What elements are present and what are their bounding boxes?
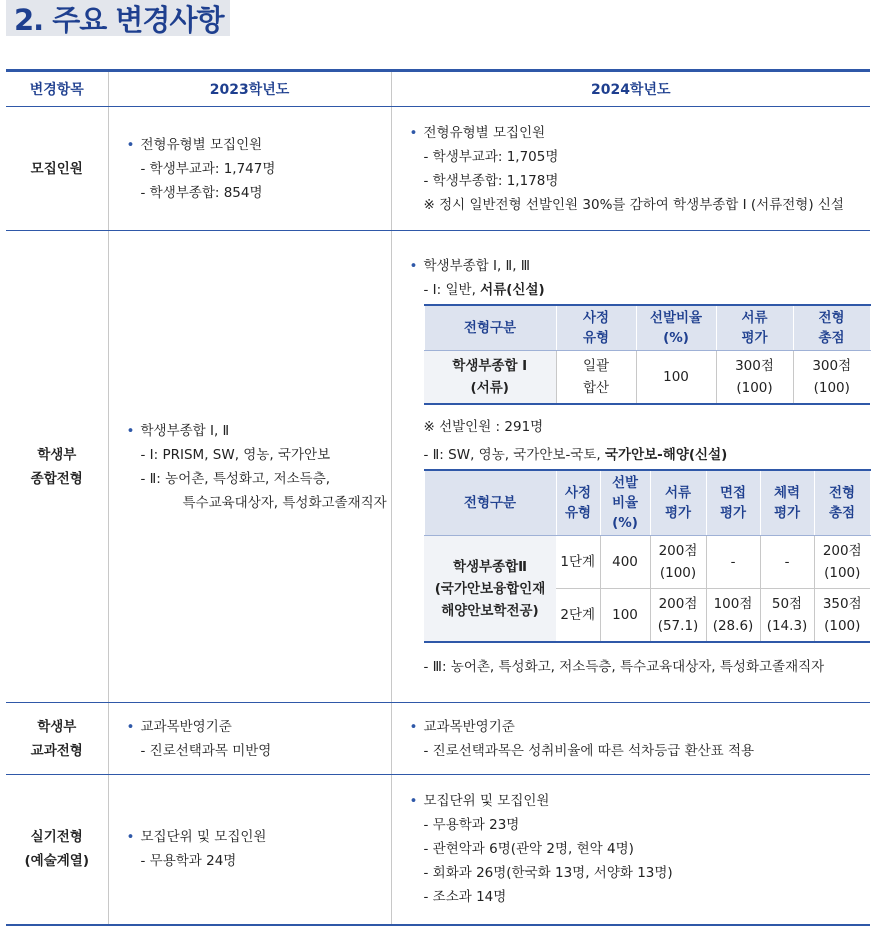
type2-table — [424, 469, 871, 643]
t1-header: 전형구분 — [424, 305, 556, 351]
bullet-text: • 학생부종합 Ⅰ, Ⅱ — [127, 419, 383, 443]
t1-header: 서류 평가 — [716, 305, 793, 351]
row-label-line1: 실기전형 — [30, 829, 83, 846]
bullet-text: • 전형유형별 모집인원 — [127, 133, 383, 157]
row-label-line2: 종합전형 — [30, 470, 83, 487]
t1-row-label-line2: (서류) — [470, 380, 509, 396]
t2-header: 선발 비율(%) — [600, 470, 650, 536]
bullet-text: • 교과목반영기준 — [410, 715, 863, 739]
t2-header: 사정 유형 — [556, 470, 600, 536]
sub-text — [410, 278, 863, 302]
t2-header: 전형구분 — [424, 470, 556, 536]
note-text: ※ 정시 일반전형 선발인원 30%를 감하여 학생부종합 I (서류전형) 신설 — [423, 196, 844, 213]
cell-2023 — [108, 231, 391, 703]
t1-cell: 300점 (100) — [716, 351, 793, 405]
t2-stage2-cell: 50점 (14.3) — [760, 589, 814, 643]
sub-text: - 관현악과 6명(관악 2명, 현악 4명) — [423, 841, 634, 858]
t2-stage2-cell: 100 — [600, 589, 650, 643]
sub-text: - 진로선택과목 미반영 — [140, 742, 272, 759]
sub-text: - 조소과 14명 — [423, 889, 507, 906]
t2-stage2-cell: 200점 (57.1) — [650, 589, 706, 643]
type1-table — [424, 304, 871, 405]
sub-text: - Ⅱ: 농어촌, 특성화고, 저소득층, — [140, 470, 331, 487]
cell-2024 — [391, 107, 870, 231]
header-item: 변경항목 — [6, 71, 108, 107]
header-2023: 2023학년도 — [108, 71, 391, 107]
t2-stage1-cell: 200점 (100) — [814, 536, 870, 589]
type2-new: 국가안보-해양(신설) — [605, 447, 728, 463]
sub-text — [410, 443, 863, 467]
t2-stage2-cell: 2단계 — [556, 589, 600, 643]
t1-cell: 300점 (100) — [793, 351, 870, 405]
row-label-line2: 교과전형 — [30, 742, 83, 759]
t1-row-label — [424, 351, 556, 405]
sub-text: - Ⅰ: PRISM, SW, 영농, 국가안보 — [140, 446, 331, 463]
t1-cell: 100 — [636, 351, 716, 405]
row-label — [6, 231, 108, 703]
cell-2024 — [391, 775, 870, 925]
row-label-line1: 학생부 — [37, 718, 77, 735]
bullet-text: • 모집단위 및 모집인원 — [127, 825, 383, 849]
page-title: 2. 주요 변경사항 — [14, 3, 224, 37]
title-background — [6, 0, 230, 36]
header-row — [6, 71, 870, 107]
type2-text: - Ⅱ: SW, 영농, 국가안보-국토, — [423, 447, 606, 463]
bullet-text: • 전형유형별 모집인원 — [410, 121, 863, 145]
t2-stage2-cell: 350점 (100) — [814, 589, 870, 643]
t2-stage1-cell: - — [760, 536, 814, 589]
cell-2023 — [108, 107, 391, 231]
cell-2024 — [391, 703, 870, 775]
sub-text: - 학생부종합: 1,178명 — [423, 172, 559, 189]
cell-2023 — [108, 775, 391, 925]
t1-row-label-line1: 학생부종합 Ⅰ — [452, 358, 528, 374]
row-label — [6, 775, 108, 925]
t2-header: 체력 평가 — [760, 470, 814, 536]
sub-text: - 무용학과 23명 — [423, 817, 520, 834]
cell-2023 — [108, 703, 391, 775]
bullet-text: • 모집단위 및 모집인원 — [410, 789, 863, 813]
row-recruit — [6, 107, 870, 231]
cell-2024 — [391, 231, 870, 703]
note-text: ※ 선발인원 : 291명 — [423, 419, 544, 435]
t2-header: 면접 평가 — [706, 470, 760, 536]
sub-text: - 학생부교과: 1,747명 — [140, 160, 276, 177]
header-2024: 2024학년도 — [391, 71, 870, 107]
t2-stage1-cell: 1단계 — [556, 536, 600, 589]
t1-header: 전형 총점 — [793, 305, 870, 351]
t2-stage1-cell: 400 — [600, 536, 650, 589]
row-subject — [6, 703, 870, 775]
row-arts — [6, 775, 870, 925]
t2-stage2-cell: 100점 (28.6) — [706, 589, 760, 643]
sub-text: - 학생부교과: 1,705명 — [423, 148, 559, 165]
row-label-line1: 학생부 — [37, 446, 77, 463]
sub-text: - 진로선택과목은 성취비율에 따른 석차등급 환산표 적용 — [423, 742, 755, 759]
sub-text: - 학생부종합: 854명 — [140, 184, 263, 201]
sub-text: - 무용학과 24명 — [140, 853, 237, 870]
t2-header: 서류 평가 — [650, 470, 706, 536]
t2-row-label: 학생부종합Ⅱ (국가안보융합인재 해양안보학전공) — [424, 536, 556, 643]
sub-text: - Ⅲ: 농어촌, 특성화고, 저소득층, 특수교육대상자, 특성화고졸재직자 — [423, 659, 825, 675]
t1-header: 선발비율 (%) — [636, 305, 716, 351]
bullet-text: • 교과목반영기준 — [127, 715, 383, 739]
t1-header: 사정 유형 — [556, 305, 636, 351]
type1-text: - Ⅰ: 일반, — [423, 282, 481, 298]
sub-text: - 회화과 26명(한국화 13명, 서양화 13명) — [423, 865, 673, 882]
t2-stage1-cell: - — [706, 536, 760, 589]
t2-stage1-cell: 200점 (100) — [650, 536, 706, 589]
sub-text: 특수교육대상자, 특성화고졸재직자 — [182, 494, 387, 511]
row-label-line2: (예술계열) — [24, 853, 89, 870]
t2-header: 전형 총점 — [814, 470, 870, 536]
changes-table — [6, 69, 870, 926]
type1-new: 서류(신설) — [480, 282, 545, 298]
row-label — [6, 703, 108, 775]
t1-cell: 일괄 합산 — [556, 351, 636, 405]
row-label: 모집인원 — [6, 107, 108, 231]
bullet-text: • 학생부종합 Ⅰ, Ⅱ, Ⅲ — [410, 254, 863, 278]
row-comprehensive — [6, 231, 870, 703]
